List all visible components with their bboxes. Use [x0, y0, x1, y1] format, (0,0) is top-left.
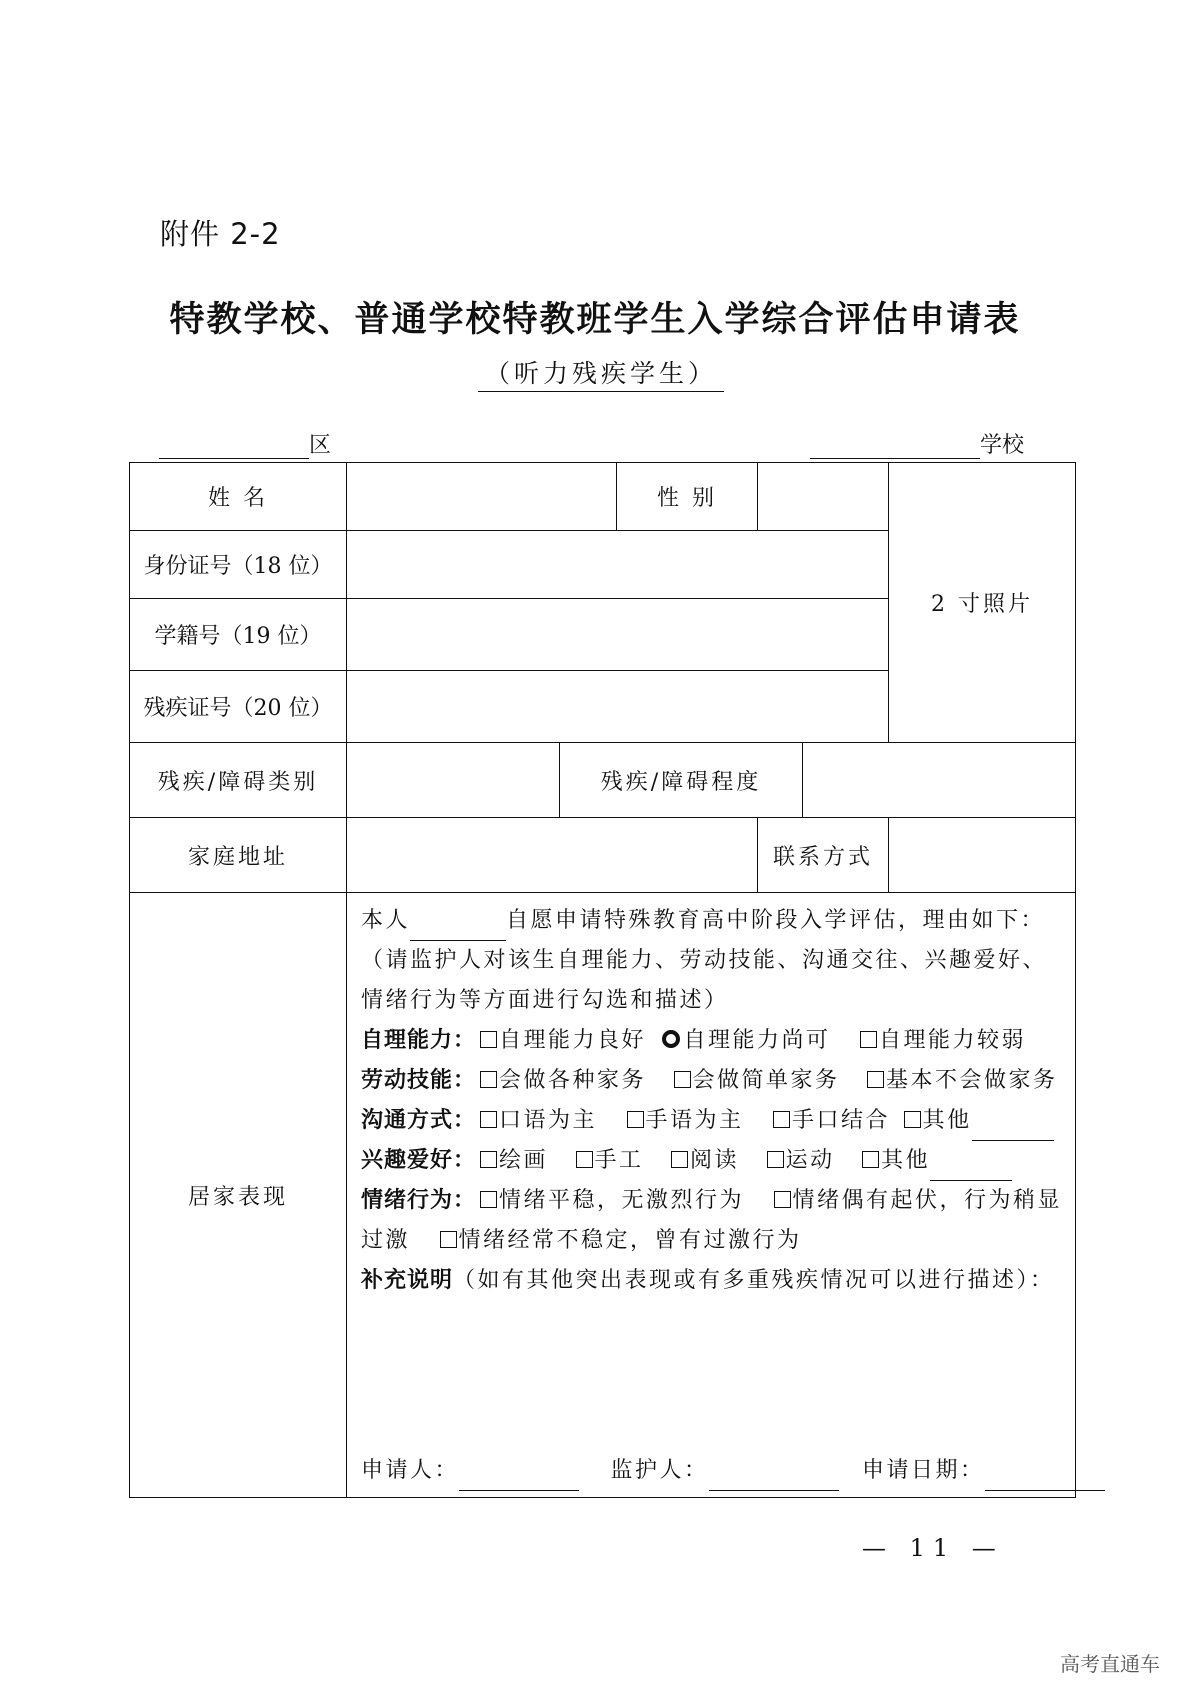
- application-table: [129, 462, 1076, 1498]
- checkbox-icon[interactable]: [774, 1191, 791, 1208]
- guardian-label: 监护人：: [610, 1458, 709, 1483]
- checkbox-icon[interactable]: [773, 1111, 790, 1128]
- checkbox-icon[interactable]: [480, 1151, 497, 1168]
- option-label: 绘画: [499, 1148, 549, 1173]
- date-label: 申请日期：: [862, 1458, 985, 1483]
- form-title: 特教学校、普通学校特教班学生入学综合评估申请表: [169, 300, 1021, 340]
- selected-radio-icon[interactable]: [662, 1030, 680, 1048]
- student-no-label: 学籍号（19 位）: [130, 599, 347, 671]
- home-label: 居家表现: [130, 893, 347, 1498]
- photo-area: 2 寸照片: [889, 463, 1076, 743]
- checkbox-icon[interactable]: [480, 1071, 497, 1088]
- checkbox-icon[interactable]: [440, 1231, 457, 1248]
- signature-row: [361, 1451, 1105, 1491]
- option-label: 情绪偶有起伏，行为稍显过激: [361, 1188, 1063, 1253]
- option-label: 其他: [922, 1108, 972, 1133]
- other-blank[interactable]: [930, 1158, 1012, 1181]
- school-blank[interactable]: [810, 436, 980, 459]
- gender-field[interactable]: [758, 463, 889, 531]
- applicant-blank[interactable]: [459, 1468, 579, 1491]
- interests-label: 兴趣爱好：: [361, 1148, 477, 1173]
- page-number: — 11 —: [862, 1534, 1004, 1562]
- checkbox-icon[interactable]: [480, 1191, 497, 1208]
- district-suffix: 区: [309, 433, 332, 458]
- attachment-label: 附件 2-2: [160, 217, 281, 251]
- supplement-hint: （如有其他突出表现或有多重残疾情况可以进行描述）：: [453, 1268, 1055, 1293]
- self-care-row: [361, 1021, 1065, 1061]
- address-label: 家庭地址: [130, 818, 347, 893]
- contact-label: 联系方式: [758, 818, 889, 893]
- option-label: 会做各种家务: [499, 1068, 647, 1093]
- supplement-row: [361, 1261, 1065, 1301]
- checkbox-icon[interactable]: [862, 1151, 879, 1168]
- option-label: 自理能力较弱: [879, 1028, 1027, 1053]
- option-label: 自理能力尚可: [683, 1028, 831, 1053]
- form-subtitle: （听力残疾学生）: [478, 358, 724, 392]
- communication-row: [361, 1101, 1065, 1141]
- checkbox-icon[interactable]: [867, 1071, 884, 1088]
- option-label: 阅读: [690, 1148, 740, 1173]
- disability-type-field[interactable]: [347, 743, 560, 818]
- interests-row: [361, 1141, 1065, 1181]
- date-blank[interactable]: [985, 1468, 1105, 1491]
- communication-label: 沟通方式：: [361, 1108, 477, 1133]
- school-suffix: 学校: [980, 433, 1025, 458]
- checkbox-icon[interactable]: [576, 1151, 593, 1168]
- option-label: 自理能力良好: [499, 1028, 647, 1053]
- school-line: [810, 428, 1024, 459]
- district-line: [159, 428, 331, 459]
- checkbox-icon[interactable]: [480, 1111, 497, 1128]
- gender-label: 性 别: [617, 463, 758, 531]
- name-field[interactable]: [347, 463, 617, 531]
- intro-prefix: 本人: [361, 908, 411, 933]
- intro-name-blank[interactable]: [410, 918, 506, 941]
- option-label: 口语为主: [499, 1108, 598, 1133]
- disability-degree-field[interactable]: [803, 743, 1076, 818]
- checkbox-icon[interactable]: [671, 1151, 688, 1168]
- option-label: 手口结合: [792, 1108, 891, 1133]
- checkbox-icon[interactable]: [904, 1111, 921, 1128]
- checkbox-icon[interactable]: [480, 1031, 497, 1048]
- option-label: 情绪经常不稳定，曾有过激行为: [458, 1228, 802, 1253]
- checkbox-icon[interactable]: [767, 1151, 784, 1168]
- option-label: 基本不会做家务: [886, 1068, 1058, 1093]
- instruction-text: （请监护人对该生自理能力、劳动技能、沟通交往、兴趣爱好、情绪行为等方面进行勾选和描述）: [361, 948, 1048, 1013]
- watermark: 高考直通车: [1060, 1652, 1160, 1676]
- intro-line: [361, 901, 1065, 941]
- option-label: 情绪平稳，无激烈行为: [499, 1188, 745, 1213]
- checkbox-icon[interactable]: [674, 1071, 691, 1088]
- labor-row: [361, 1061, 1065, 1101]
- district-blank[interactable]: [159, 436, 309, 459]
- contact-field[interactable]: [889, 818, 1076, 893]
- disability-cert-field[interactable]: [347, 671, 889, 743]
- self-care-label: 自理能力：: [361, 1028, 477, 1053]
- checkbox-icon[interactable]: [860, 1031, 877, 1048]
- option-label: 手工: [594, 1148, 644, 1173]
- other-blank[interactable]: [972, 1118, 1054, 1141]
- address-field[interactable]: [347, 818, 758, 893]
- id-field[interactable]: [347, 531, 889, 599]
- home-performance-cell: [347, 893, 1076, 1498]
- disability-type-label: 残疾/障碍类别: [130, 743, 347, 818]
- option-label: 运动: [785, 1148, 835, 1173]
- id-label: 身份证号（18 位）: [130, 531, 347, 599]
- labor-label: 劳动技能：: [361, 1068, 477, 1093]
- option-label: 手语为主: [645, 1108, 744, 1133]
- guardian-blank[interactable]: [709, 1468, 839, 1491]
- name-label: 姓 名: [130, 463, 347, 531]
- option-label: 其他: [881, 1148, 931, 1173]
- checkbox-icon[interactable]: [627, 1111, 644, 1128]
- student-no-field[interactable]: [347, 599, 889, 671]
- option-label: 会做简单家务: [692, 1068, 840, 1093]
- disability-cert-label: 残疾证号（20 位）: [130, 671, 347, 743]
- applicant-label: 申请人：: [361, 1458, 460, 1483]
- supplement-label: 补充说明: [361, 1268, 454, 1293]
- disability-degree-label: 残疾/障碍程度: [560, 743, 803, 818]
- emotion-label: 情绪行为：: [361, 1188, 477, 1213]
- emotion-row: [361, 1181, 1065, 1261]
- intro-suffix: 自愿申请特殊教育高中阶段入学评估，理由如下：: [506, 908, 1046, 933]
